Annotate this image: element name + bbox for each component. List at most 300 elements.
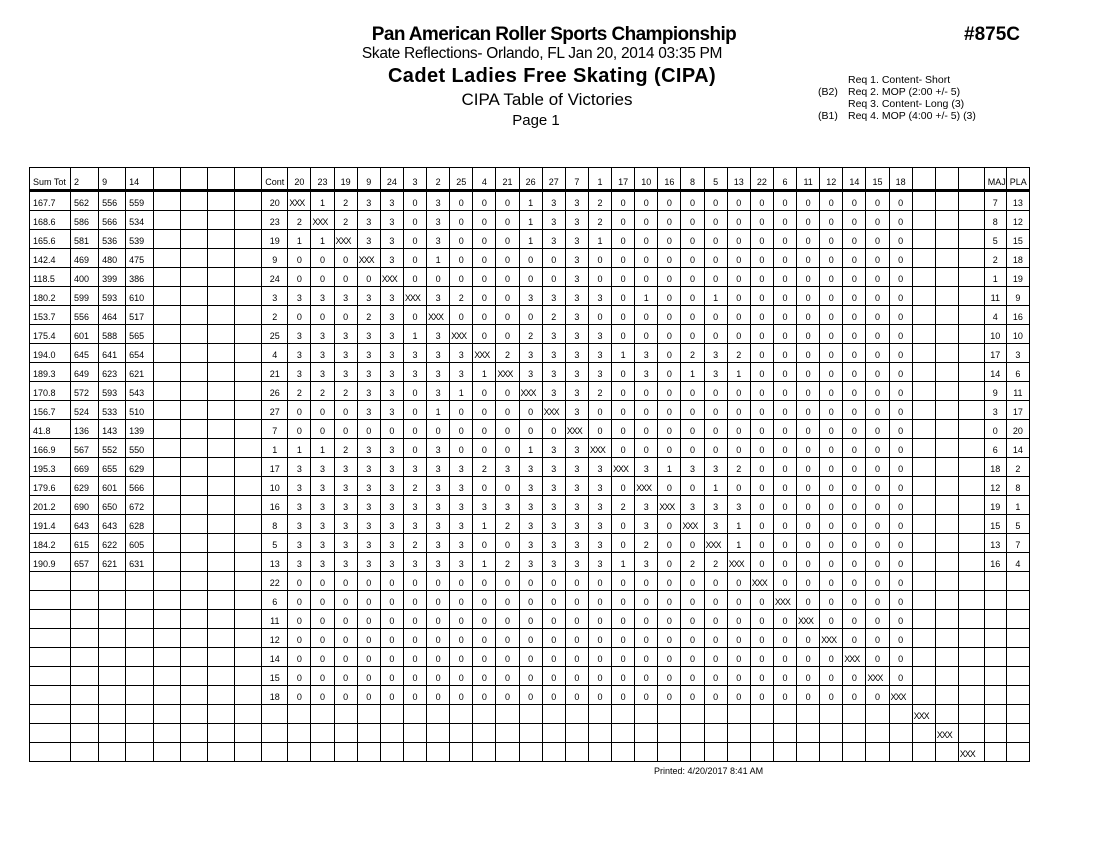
cell-victory: 0: [797, 496, 820, 515]
cell-contestant: 17: [262, 458, 288, 477]
cell-victory: 0: [450, 191, 473, 211]
cell-blank: [208, 648, 235, 667]
cell-victory: 3: [380, 287, 403, 306]
cell-victory: 3: [565, 344, 588, 363]
cell-victory: [658, 743, 681, 762]
column-header-opponent: 9: [357, 168, 380, 191]
cell-victory: 0: [612, 515, 635, 534]
cell-victory: [958, 515, 984, 534]
cell-victory: 0: [820, 610, 843, 629]
cell-judge-9: 399: [99, 268, 126, 287]
column-header-pla: PLA: [1006, 168, 1029, 191]
cell-victory: 0: [843, 515, 866, 534]
cell-victory: 3: [588, 363, 611, 382]
cell-victory: 0: [311, 648, 334, 667]
cell-judge-9: 588: [99, 325, 126, 344]
cell-victory: 0: [612, 306, 635, 325]
cell-victory: 0: [889, 496, 912, 515]
cell-victory: 0: [334, 667, 357, 686]
cell-judge-2: 562: [71, 191, 99, 211]
cell-blank: [154, 743, 181, 762]
cell-victory: [958, 629, 984, 648]
cell-victory: [681, 724, 704, 743]
cell-victory: 2: [334, 211, 357, 230]
cell-victory: 3: [565, 268, 588, 287]
cell-blank: [181, 705, 208, 724]
cell-judge-9: 601: [99, 477, 126, 496]
cell-judge-9: [99, 610, 126, 629]
cell-sum-total: 118.5: [30, 268, 71, 287]
cell-victory: 3: [565, 515, 588, 534]
cell-blank: [235, 420, 262, 439]
cell-victory: [958, 439, 984, 458]
cell-victory: 0: [727, 648, 750, 667]
cell-victory: 0: [866, 344, 889, 363]
cell-place: [1006, 724, 1029, 743]
cell-victory: 0: [473, 648, 496, 667]
cell-self-match: XXX: [866, 667, 889, 686]
cell-victory: 0: [542, 686, 565, 705]
cell-contestant: 19: [262, 230, 288, 249]
cell-place: [1006, 591, 1029, 610]
cell-victory: 0: [681, 230, 704, 249]
cell-victory: [958, 363, 984, 382]
cell-victory: 0: [588, 648, 611, 667]
cell-victory: 2: [681, 344, 704, 363]
cell-victory: 0: [727, 230, 750, 249]
cell-blank: [235, 325, 262, 344]
cell-victory: 3: [334, 344, 357, 363]
cell-sum-total: [30, 705, 71, 724]
cell-victory: 3: [519, 458, 542, 477]
table-row: [30, 743, 1030, 762]
cell-victory: 0: [519, 268, 542, 287]
cell-victory: 0: [658, 439, 681, 458]
cell-self-match: XXX: [588, 439, 611, 458]
table-row: [30, 325, 1030, 344]
cell-victory: 0: [473, 534, 496, 553]
cell-blank: [181, 515, 208, 534]
cell-victory: 0: [496, 211, 519, 230]
cell-blank: [208, 439, 235, 458]
cell-contestant: 14: [262, 648, 288, 667]
cell-victory: 3: [519, 534, 542, 553]
cell-victory: 0: [403, 401, 426, 420]
cell-victory: 0: [843, 534, 866, 553]
cell-victory: [935, 458, 958, 477]
cell-victory: 3: [542, 287, 565, 306]
cell-victory: 3: [380, 477, 403, 496]
cell-sum-total: 168.6: [30, 211, 71, 230]
cell-victory: 1: [588, 230, 611, 249]
cell-victory: 0: [473, 382, 496, 401]
cell-victory: [958, 572, 984, 591]
cell-majority: 9: [984, 382, 1006, 401]
cell-blank: [154, 705, 181, 724]
cell-victory: 3: [542, 344, 565, 363]
cell-judge-2: 643: [71, 515, 99, 534]
column-header-opponent: 26: [519, 168, 542, 191]
cell-victory: 0: [866, 439, 889, 458]
column-header-opponent: 3: [403, 168, 426, 191]
cell-victory: 3: [288, 363, 311, 382]
cell-victory: 3: [334, 515, 357, 534]
cell-judge-9: 480: [99, 249, 126, 268]
cell-victory: 0: [658, 572, 681, 591]
printed-timestamp: Printed: 4/20/2017 8:41 AM: [654, 766, 764, 776]
cell-victory: 0: [427, 610, 450, 629]
cell-victory: 1: [681, 363, 704, 382]
cell-judge-14: [126, 572, 154, 591]
cell-victory: 0: [889, 191, 912, 211]
venue-line-text: Skate Reflections- Orlando, FL Jan 20, 2014 03:35 PM: [361, 45, 723, 62]
cell-victory: 0: [450, 572, 473, 591]
cell-victory: 0: [450, 629, 473, 648]
cell-self-match: XXX: [727, 553, 750, 572]
cell-victory: [935, 572, 958, 591]
cell-self-match: XXX: [958, 743, 984, 762]
cell-victory: 0: [843, 572, 866, 591]
cell-blank: [181, 420, 208, 439]
cell-place: 15: [1006, 230, 1029, 249]
cell-judge-9: 556: [99, 191, 126, 211]
cell-victory: 0: [843, 268, 866, 287]
cell-victory: 0: [797, 515, 820, 534]
cell-blank: [208, 268, 235, 287]
cell-sum-total: 170.8: [30, 382, 71, 401]
cell-victory: 1: [519, 191, 542, 211]
cell-victory: 0: [612, 191, 635, 211]
column-header-opponent: [912, 168, 935, 191]
cell-victory: 0: [681, 686, 704, 705]
cell-victory: 0: [820, 686, 843, 705]
cell-victory: 3: [565, 458, 588, 477]
cell-victory: 0: [334, 306, 357, 325]
category-title-text: Cadet Ladies Free Skating (CIPA): [387, 65, 717, 87]
cell-victory: [935, 686, 958, 705]
cell-victory: [912, 591, 935, 610]
cell-victory: 0: [820, 230, 843, 249]
cell-victory: 0: [496, 686, 519, 705]
cell-victory: 0: [820, 325, 843, 344]
cell-victory: 0: [380, 420, 403, 439]
cell-victory: 0: [843, 553, 866, 572]
cell-victory: 2: [519, 325, 542, 344]
cell-victory: 3: [357, 458, 380, 477]
cell-victory: [797, 724, 820, 743]
cell-victory: 0: [311, 249, 334, 268]
cell-blank: [154, 382, 181, 401]
cell-victory: 3: [565, 211, 588, 230]
cell-victory: 3: [565, 325, 588, 344]
column-header-opponent: 1: [588, 168, 611, 191]
cell-victory: 0: [797, 191, 820, 211]
cell-victory: [958, 477, 984, 496]
cell-victory: [889, 724, 912, 743]
cell-victory: 0: [704, 610, 727, 629]
cell-victory: [681, 705, 704, 724]
cell-victory: 3: [565, 534, 588, 553]
cell-victory: 0: [450, 306, 473, 325]
cell-victory: 0: [843, 420, 866, 439]
cell-victory: 0: [311, 572, 334, 591]
cell-victory: 0: [727, 477, 750, 496]
cell-blank: [181, 230, 208, 249]
cell-victory: [958, 667, 984, 686]
cell-victory: 0: [866, 268, 889, 287]
cell-victory: 3: [334, 534, 357, 553]
cell-contestant: 7: [262, 420, 288, 439]
cell-place: 16: [1006, 306, 1029, 325]
cell-victory: [912, 496, 935, 515]
cell-victory: 3: [427, 211, 450, 230]
column-header-opponent: 6: [773, 168, 796, 191]
cell-victory: 3: [403, 515, 426, 534]
cell-victory: 0: [635, 249, 658, 268]
table-row: [30, 534, 1030, 553]
cell-victory: 2: [334, 382, 357, 401]
table-row: [30, 420, 1030, 439]
cell-victory: 0: [542, 249, 565, 268]
cell-victory: 1: [473, 553, 496, 572]
cell-victory: 0: [681, 610, 704, 629]
cell-victory: 0: [681, 629, 704, 648]
cell-victory: 0: [635, 211, 658, 230]
cell-place: 7: [1006, 534, 1029, 553]
cell-victory: 0: [727, 420, 750, 439]
cell-victory: 0: [797, 363, 820, 382]
cell-victory: 0: [334, 572, 357, 591]
cell-judge-9: 533: [99, 401, 126, 420]
cell-victory: 0: [773, 191, 796, 211]
cell-victory: [773, 743, 796, 762]
cell-victory: [935, 515, 958, 534]
cell-contestant: 2: [262, 306, 288, 325]
cell-victory: 3: [380, 230, 403, 249]
cell-victory: 3: [565, 287, 588, 306]
column-header-opponent: 23: [311, 168, 334, 191]
cell-victory: 0: [473, 211, 496, 230]
cell-victory: 0: [288, 572, 311, 591]
cell-majority: 1: [984, 268, 1006, 287]
cell-victory: [727, 743, 750, 762]
cell-victory: 3: [588, 553, 611, 572]
cell-victory: 0: [427, 648, 450, 667]
cell-judge-2: 599: [71, 287, 99, 306]
cell-victory: 0: [750, 249, 773, 268]
cell-victory: 0: [658, 191, 681, 211]
cell-victory: 3: [380, 439, 403, 458]
cell-victory: 0: [496, 610, 519, 629]
cell-victory: 0: [773, 477, 796, 496]
cell-victory: 0: [635, 401, 658, 420]
cell-victory: [797, 705, 820, 724]
cell-victory: [750, 705, 773, 724]
cell-victory: [935, 705, 958, 724]
cell-victory: 0: [542, 610, 565, 629]
cell-victory: 0: [866, 648, 889, 667]
cell-majority: [984, 724, 1006, 743]
cell-victory: 0: [727, 249, 750, 268]
cell-victory: 0: [496, 268, 519, 287]
cell-contestant: 25: [262, 325, 288, 344]
cell-judge-14: [126, 743, 154, 762]
cell-victory: 1: [288, 230, 311, 249]
cell-victory: 3: [565, 496, 588, 515]
cell-judge-2: [71, 591, 99, 610]
cell-victory: [958, 268, 984, 287]
cell-victory: 0: [727, 325, 750, 344]
cell-majority: 2: [984, 249, 1006, 268]
cell-victory: 0: [380, 591, 403, 610]
cell-sum-total: 142.4: [30, 249, 71, 268]
cell-victory: 0: [843, 686, 866, 705]
cell-place: 14: [1006, 439, 1029, 458]
cell-victory: 0: [565, 591, 588, 610]
cell-victory: 0: [403, 439, 426, 458]
cell-victory: 3: [427, 344, 450, 363]
cell-blank: [154, 211, 181, 230]
cell-victory: 0: [773, 230, 796, 249]
cell-victory: 0: [473, 268, 496, 287]
cell-victory: 0: [658, 249, 681, 268]
cell-place: 6: [1006, 363, 1029, 382]
column-header-opponent: 5: [704, 168, 727, 191]
cell-judge-9: [99, 572, 126, 591]
cell-victory: [912, 572, 935, 591]
cell-blank: [181, 363, 208, 382]
cell-victory: [958, 610, 984, 629]
table-row: [30, 344, 1030, 363]
cell-victory: [935, 743, 958, 762]
cell-victory: [912, 686, 935, 705]
cell-victory: 0: [681, 572, 704, 591]
cell-victory: 3: [334, 325, 357, 344]
cell-victory: 0: [612, 420, 635, 439]
cell-victory: 0: [773, 287, 796, 306]
cell-victory: [820, 705, 843, 724]
cell-victory: 0: [427, 268, 450, 287]
cell-victory: 3: [357, 439, 380, 458]
cell-victory: [935, 610, 958, 629]
cell-victory: [820, 724, 843, 743]
cell-judge-9: 643: [99, 515, 126, 534]
cell-victory: 0: [635, 686, 658, 705]
cell-victory: 3: [311, 496, 334, 515]
cell-victory: 2: [588, 191, 611, 211]
cell-victory: 0: [681, 477, 704, 496]
cell-judge-2: [71, 667, 99, 686]
requirement-text: Req 1. Content- Short: [848, 74, 951, 86]
cell-judge-9: [99, 667, 126, 686]
cell-victory: 0: [658, 534, 681, 553]
cell-contestant: 27: [262, 401, 288, 420]
cell-judge-14: 475: [126, 249, 154, 268]
cell-judge-9: [99, 686, 126, 705]
cell-judge-14: 629: [126, 458, 154, 477]
table-row: [30, 648, 1030, 667]
requirement-text: Req 3. Content- Long (3): [848, 98, 965, 110]
cell-victory: 0: [773, 363, 796, 382]
cell-victory: [496, 743, 519, 762]
cell-victory: 0: [820, 249, 843, 268]
cell-self-match: XXX: [889, 686, 912, 705]
cell-victory: 3: [496, 496, 519, 515]
table-row: [30, 667, 1030, 686]
cell-victory: [912, 287, 935, 306]
cell-victory: 0: [612, 572, 635, 591]
column-header-opponent: [935, 168, 958, 191]
cell-victory: 0: [704, 306, 727, 325]
cell-majority: 19: [984, 496, 1006, 515]
cell-blank: [235, 572, 262, 591]
cell-victory: 0: [843, 230, 866, 249]
cell-victory: 0: [288, 686, 311, 705]
column-header-opponent: 13: [727, 168, 750, 191]
cell-victory: 0: [427, 667, 450, 686]
cell-victory: 0: [704, 572, 727, 591]
cell-victory: 0: [773, 553, 796, 572]
cell-victory: 0: [334, 268, 357, 287]
requirement-tag: (B1): [818, 110, 838, 122]
cell-victory: 3: [403, 458, 426, 477]
cell-victory: [519, 705, 542, 724]
cell-victory: 0: [889, 382, 912, 401]
cell-blank: [235, 743, 262, 762]
cell-victory: 0: [750, 268, 773, 287]
cell-victory: 0: [612, 610, 635, 629]
cell-victory: [912, 667, 935, 686]
cell-victory: 1: [635, 287, 658, 306]
cell-victory: 3: [427, 325, 450, 344]
cell-blank: [235, 382, 262, 401]
cell-blank: [181, 572, 208, 591]
cell-victory: 2: [496, 553, 519, 572]
cell-contestant: 10: [262, 477, 288, 496]
cell-blank: [154, 610, 181, 629]
cell-majority: 3: [984, 401, 1006, 420]
cell-victory: 0: [797, 401, 820, 420]
cell-victory: 0: [681, 382, 704, 401]
cell-blank: [208, 420, 235, 439]
cell-victory: [935, 230, 958, 249]
cell-victory: 3: [519, 553, 542, 572]
cell-self-match: XXX: [496, 363, 519, 382]
cell-victory: 0: [889, 648, 912, 667]
cell-victory: 0: [450, 648, 473, 667]
cell-victory: [912, 268, 935, 287]
column-header-opponent: 24: [380, 168, 403, 191]
cell-victory: 3: [288, 477, 311, 496]
cell-victory: [958, 401, 984, 420]
cell-majority: [984, 705, 1006, 724]
cell-victory: 3: [334, 477, 357, 496]
column-header-opponent: 18: [889, 168, 912, 191]
cell-place: 9: [1006, 287, 1029, 306]
cell-victory: 3: [427, 287, 450, 306]
cell-victory: [288, 724, 311, 743]
cell-victory: 3: [403, 496, 426, 515]
cell-victory: 3: [380, 382, 403, 401]
cell-victory: 0: [542, 268, 565, 287]
cell-victory: [912, 401, 935, 420]
table-row: [30, 191, 1030, 211]
cell-victory: 0: [820, 344, 843, 363]
cell-victory: 0: [658, 230, 681, 249]
cell-victory: 3: [542, 553, 565, 572]
cell-victory: 3: [565, 249, 588, 268]
cell-victory: 3: [357, 553, 380, 572]
